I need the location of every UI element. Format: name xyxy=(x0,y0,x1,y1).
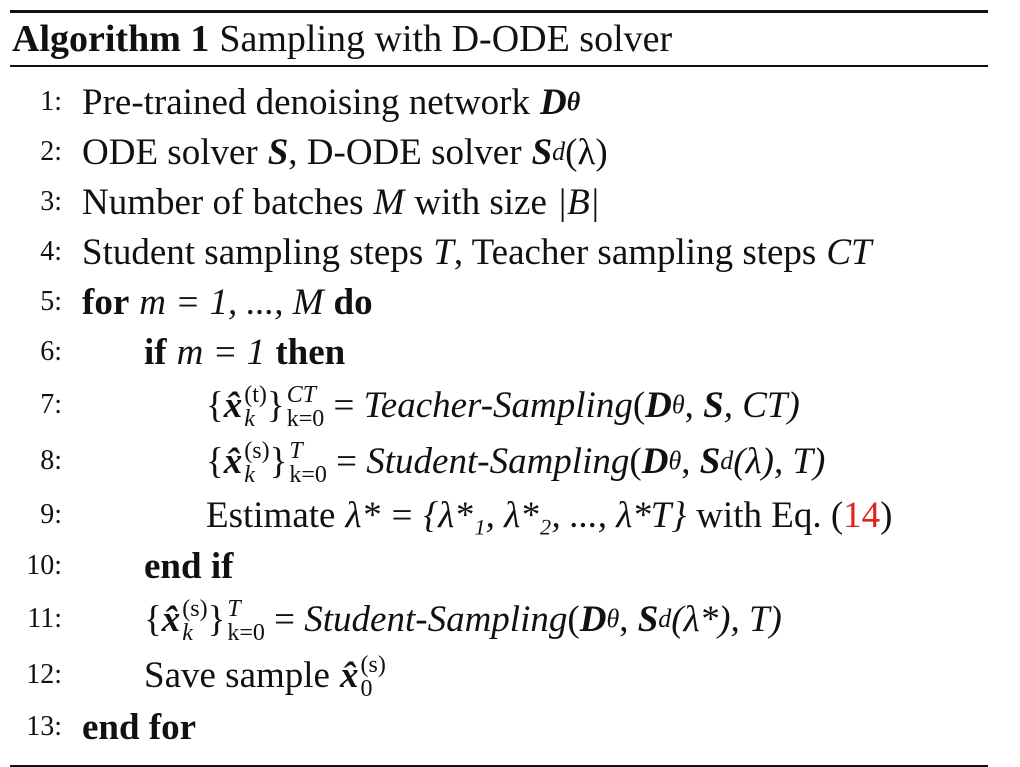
line-text: Save sample xyxy=(144,654,330,696)
algorithm-line-2 xyxy=(10,127,988,177)
algorithm-line-5 xyxy=(10,277,988,327)
paren: ( xyxy=(567,598,580,640)
symbol-arg: (λ) xyxy=(565,131,608,173)
line-number: 8: xyxy=(40,445,62,476)
keyword-end-for: end for xyxy=(82,706,197,748)
line-number: 13: xyxy=(26,711,62,742)
keyword-do: do xyxy=(333,281,373,323)
variable: T xyxy=(433,231,454,273)
arg-d: D xyxy=(645,384,672,426)
algorithm-line-7: 7: { x̂ (t) k } CT k=0 = Teacher-Sampling ( D θ , S , CT) xyxy=(10,377,988,433)
line-text: with Eq. ( xyxy=(696,494,844,536)
equals: = xyxy=(324,384,364,426)
algorithm-line-3 xyxy=(10,177,988,227)
symbol-s: S xyxy=(531,131,553,173)
paren: ) xyxy=(880,494,893,536)
variable: CT xyxy=(826,231,872,273)
line-number: 11: xyxy=(27,603,62,634)
symbol-d: D xyxy=(540,81,567,123)
arg-d: D xyxy=(641,440,669,482)
subscript: k xyxy=(244,406,255,432)
superscript: (s) xyxy=(360,652,386,678)
range-lower: k=0 xyxy=(227,620,265,646)
line-number: 6: xyxy=(40,336,62,367)
algorithm-box xyxy=(10,10,988,767)
line-text: Number of batches xyxy=(82,181,364,223)
arg-s-sub: d xyxy=(658,604,672,633)
line-text: Estimate xyxy=(206,494,336,536)
line-text: Pre-trained denoising network xyxy=(82,81,530,123)
range-lower: k=0 xyxy=(286,406,325,432)
keyword-for: for xyxy=(82,281,130,323)
line-number: 3: xyxy=(40,186,62,217)
algorithm-line-6 xyxy=(10,327,988,377)
function-name: Student-Sampling xyxy=(366,440,630,482)
paren: ( xyxy=(632,384,646,426)
subscript: k xyxy=(244,462,255,488)
algorithm-line-9 xyxy=(10,489,988,541)
line-number: 9: xyxy=(40,499,62,530)
symbol-s: S xyxy=(267,131,289,173)
line-number: 2: xyxy=(40,136,62,167)
symbol-sub: d xyxy=(552,137,566,166)
args-tail: (λ), T) xyxy=(733,440,826,482)
keyword-if: if xyxy=(144,331,167,373)
range-upper: T xyxy=(289,438,303,464)
algorithm-line-11: 11: { x̂ (s) k } T k=0 = Student-Sampling ( D θ , S d (λ*), T) xyxy=(10,591,988,647)
algorithm-line-4 xyxy=(10,227,988,277)
lambda-expression: λ* = {λ*₁, λ*₂, ..., λ*T} xyxy=(345,494,687,536)
line-number: 1: xyxy=(40,86,62,117)
args-tail: , CT) xyxy=(723,384,800,426)
algorithm-label: Algorithm 1 xyxy=(12,18,210,60)
superscript: (s) xyxy=(244,438,270,464)
line-text: Student sampling steps xyxy=(82,231,424,273)
superscript: (t) xyxy=(244,382,267,408)
arg-d-sub: θ xyxy=(606,604,620,633)
line-text: ODE solver xyxy=(82,131,258,173)
line-text: , Teacher sampling steps xyxy=(453,231,817,273)
algorithm-line-13 xyxy=(10,703,988,751)
algorithm-line-12: 12: Save sample x̂ (s) 0 xyxy=(10,647,988,703)
superscript: (s) xyxy=(182,596,208,622)
function-name: Student-Sampling xyxy=(304,598,568,640)
range-upper: CT xyxy=(286,382,317,408)
algorithm-line-8: 8: { x̂ (s) k } T k=0 = Student-Sampling ( D θ , S d (λ), T) xyxy=(10,433,988,489)
line-text: with size xyxy=(414,181,547,223)
batch-size: |B| xyxy=(556,181,600,223)
algorithm-lines xyxy=(10,77,988,751)
arg-s-sub: d xyxy=(720,446,734,475)
range-upper: T xyxy=(227,596,241,622)
variable: M xyxy=(373,181,405,223)
keyword-end-if: end if xyxy=(144,545,234,587)
line-number: 4: xyxy=(40,236,62,267)
subscript: 0 xyxy=(360,676,373,702)
arg-s: S xyxy=(699,440,721,482)
range-lower: k=0 xyxy=(289,462,327,488)
arg-d: D xyxy=(579,598,607,640)
algorithm-line-1 xyxy=(10,77,988,127)
arg-d-sub: θ xyxy=(671,390,685,419)
algorithm-title: Sampling with D-ODE solver xyxy=(219,18,673,60)
algorithm-line-10 xyxy=(10,541,988,591)
equals: = xyxy=(264,598,305,640)
equation-ref-link[interactable]: 14 xyxy=(843,494,881,536)
keyword-then: then xyxy=(275,331,346,373)
arg-s: S xyxy=(637,598,659,640)
subscript: k xyxy=(182,620,193,646)
line-number: 5: xyxy=(40,286,62,317)
condition-expression: m = 1 xyxy=(176,331,266,373)
symbol-sub: θ xyxy=(566,87,581,116)
loop-expression: m = 1, ..., M xyxy=(139,281,324,323)
paren: ( xyxy=(629,440,642,482)
arg-s: S xyxy=(703,384,724,426)
args-tail: (λ*), T) xyxy=(671,598,782,640)
arg-d-sub: θ xyxy=(668,446,682,475)
line-number: 12: xyxy=(26,659,62,690)
header-rule xyxy=(10,65,988,67)
line-number: 10: xyxy=(26,550,62,581)
line-number: 7: xyxy=(40,389,62,420)
line-text: , D-ODE solver xyxy=(288,131,522,173)
algorithm-header xyxy=(10,13,988,65)
equals: = xyxy=(326,440,367,482)
function-name: Teacher-Sampling xyxy=(363,384,633,426)
